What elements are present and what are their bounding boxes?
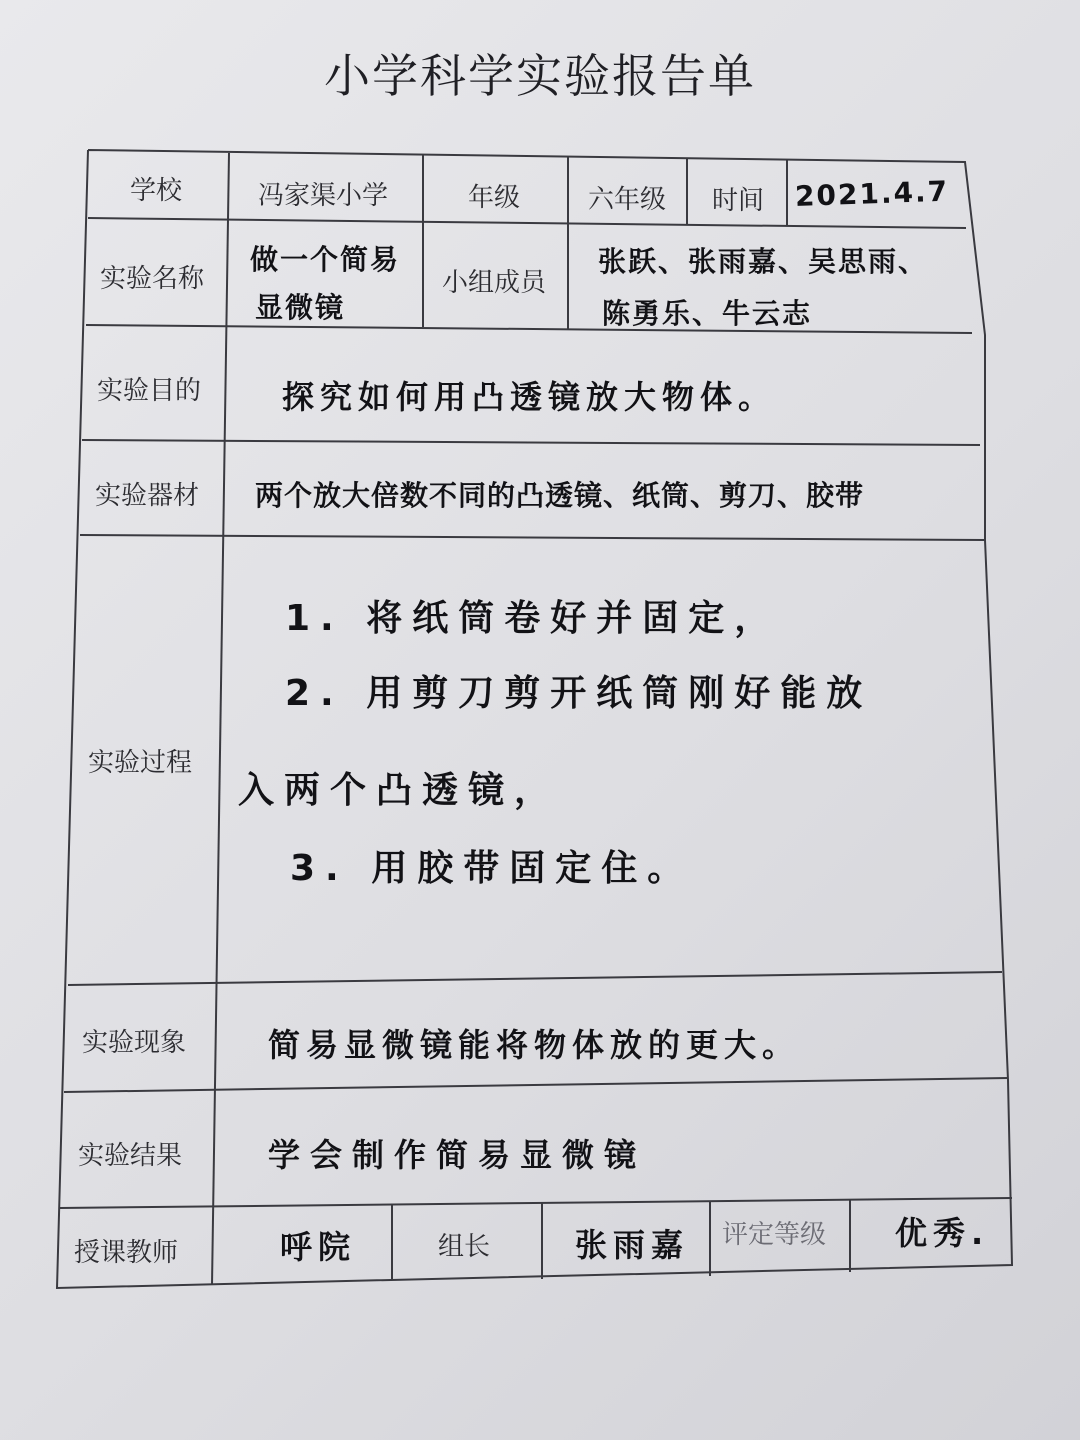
label-phenomenon: 实验现象 <box>82 1028 187 1058</box>
value-process-line3: 入两个凸透镜， <box>238 770 561 811</box>
value-process-line1: 1. 将纸筒卷好并固定， <box>285 598 781 639</box>
value-leader: 张雨嘉 <box>575 1226 690 1264</box>
label-process: 实验过程 <box>88 748 193 778</box>
value-members-line1: 张跃、张雨嘉、吴思雨、 <box>598 245 929 278</box>
value-materials: 两个放大倍数不同的凸透镜、纸筒、剪刀、胶带 <box>255 479 865 512</box>
value-grade: 六年级 <box>588 185 667 215</box>
value-result: 学会制作简易显微镜 <box>268 1136 647 1174</box>
value-rating: 优秀. <box>895 1214 990 1252</box>
value-experiment-name-line1: 做一个简易 <box>250 243 401 276</box>
label-result: 实验结果 <box>78 1141 183 1171</box>
label-experiment-name: 实验名称 <box>100 264 205 294</box>
value-process-line2: 2. 用剪刀剪开纸筒刚好能放 <box>285 673 873 714</box>
page-title: 小学科学实验报告单 <box>324 49 756 103</box>
label-school: 学校 <box>130 176 183 206</box>
value-teacher: 呼院 <box>280 1228 357 1266</box>
value-process-line4: 3. 用胶带固定住。 <box>290 848 694 889</box>
label-materials: 实验器材 <box>95 481 200 511</box>
value-phenomenon: 简易显微镜能将物体放的更大。 <box>268 1026 801 1064</box>
label-purpose: 实验目的 <box>97 376 202 406</box>
value-members-line2: 陈勇乐、牛云志 <box>602 297 813 330</box>
label-rating: 评定等级 <box>722 1220 827 1250</box>
value-experiment-name-line2: 显微镜 <box>255 291 346 324</box>
label-teacher: 授课教师 <box>74 1238 179 1268</box>
value-time: 2021.4.7 <box>794 174 950 213</box>
value-purpose: 探究如何用凸透镜放大物体。 <box>282 378 777 416</box>
label-leader: 组长 <box>438 1232 491 1262</box>
value-school: 冯家渠小学 <box>258 181 389 211</box>
label-group-members: 小组成员 <box>442 268 547 298</box>
label-grade: 年级 <box>468 183 521 213</box>
label-time: 时间 <box>712 186 765 216</box>
